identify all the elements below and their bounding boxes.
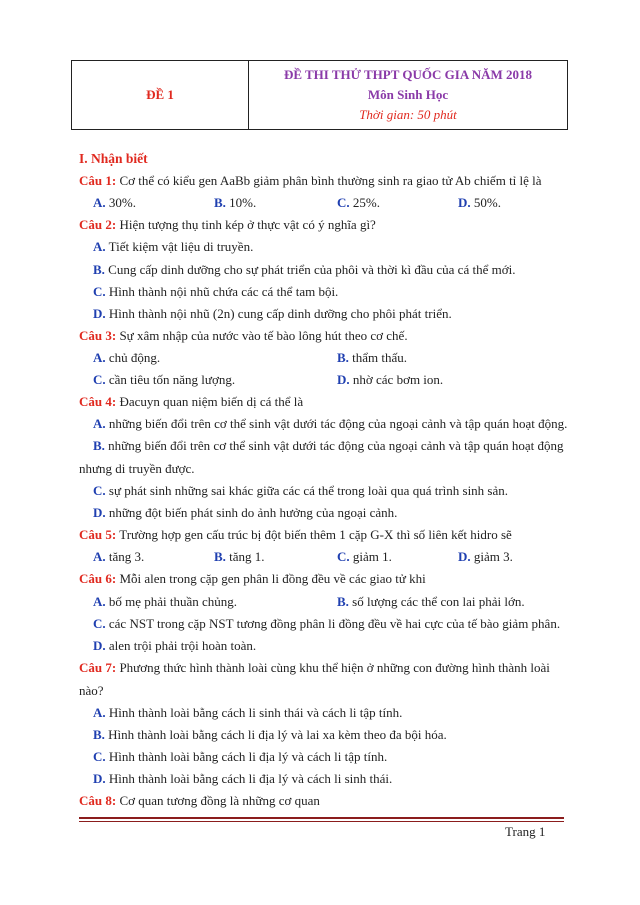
option-d: D. Hình thành loài bằng cách li địa lý và cách li sinh thái. — [93, 771, 393, 786]
question-7 — [79, 660, 550, 676]
option-a: A. tăng 3. — [93, 549, 145, 564]
question-5 — [79, 527, 512, 543]
option-a: A. Hình thành loài bằng cách li sinh thái và cách li tập tính. — [93, 705, 403, 720]
section-title: I. Nhận biết — [79, 151, 148, 166]
question-text: Cơ quan tương đồng là những cơ quan — [119, 793, 320, 808]
question-number: Câu 1: — [79, 173, 117, 188]
question-text: Đacuyn quan niệm biến dị cá thể là — [119, 394, 304, 409]
option-a: A. chủ động. — [93, 350, 161, 365]
option-b: B. Hình thành loài bằng cách li địa lý và lai xa kèm theo đa bội hóa. — [93, 727, 447, 742]
option-c: C. Hình thành loài bằng cách li địa lý và cách li tập tính. — [93, 749, 388, 764]
question-number: Câu 7: — [79, 660, 117, 675]
exam-subject: Môn Sinh Học — [367, 87, 449, 102]
question-number: Câu 3: — [79, 328, 117, 343]
footer-rule — [79, 817, 564, 819]
question-number: Câu 8: — [79, 793, 117, 808]
question-8 — [79, 793, 320, 809]
question-text: Cơ thể có kiểu gen AaBb giảm phân bình thường sinh ra giao tử Ab chiếm tỉ lệ là — [119, 173, 542, 188]
option-b: B. những biến đổi trên cơ thể sinh vật dưới tác động của ngoại cảnh và tập quán hoạt động — [93, 438, 564, 453]
option-d: D. alen trội phải trội hoàn toàn. — [93, 638, 257, 653]
question-7-continuation: nào? — [79, 683, 104, 698]
question-2 — [79, 217, 376, 233]
question-text: Hiện tượng thụ tinh kép ở thực vật có ý nghĩa gì? — [119, 217, 376, 232]
question-number: Câu 5: — [79, 527, 117, 542]
option-b: B. Cung cấp dinh dưỡng cho sự phát triển của phôi và thời kì đầu của cá thể mới. — [93, 262, 516, 277]
option-b-continuation: nhưng di truyền được. — [79, 461, 195, 476]
option-d: D. nhờ các bơm ion. — [337, 372, 444, 387]
option-d: D. Hình thành nội nhũ (2n) cung cấp dinh dưỡng cho phôi phát triển. — [93, 306, 452, 321]
option-a: A. Tiết kiệm vật liệu di truyền. — [93, 239, 254, 254]
question-text: Sự xâm nhập của nước vào tế bào lông hút theo cơ chế. — [119, 328, 408, 343]
footer-rule-thin — [79, 821, 564, 822]
option-a: A. những biến đổi trên cơ thể sinh vật dưới tác động của ngoại cảnh và tập quán hoạt động. — [93, 416, 568, 431]
option-c: C. 25%. — [337, 195, 380, 210]
option-a: A. bố mẹ phải thuần chủng. — [93, 594, 238, 609]
question-text: Trường hợp gen cấu trúc bị đột biến thêm 1 cặp G-X thì số liên kết hidro sẽ — [119, 527, 512, 542]
option-c: C. cần tiêu tốn năng lượng. — [93, 372, 236, 387]
question-number: Câu 6: — [79, 571, 117, 586]
option-b: B. 10%. — [214, 195, 257, 210]
question-text: Phương thức hình thành loài cùng khu thể hiện ở những con đường hình thành loài — [119, 660, 550, 675]
option-d: D. những đột biến phát sinh do ảnh hưởng của ngoại cảnh. — [93, 505, 398, 520]
option-b: B. tăng 1. — [214, 549, 265, 564]
option-b: B. số lượng các thể con lai phải lớn. — [337, 594, 525, 609]
option-c: C. các NST trong cặp NST tương đồng phân li đồng đều về hai cực của tế bào giảm phân. — [93, 616, 561, 631]
question-6 — [79, 571, 426, 587]
question-1 — [79, 173, 542, 189]
exam-duration: Thời gian: 50 phút — [359, 107, 457, 122]
question-3 — [79, 328, 408, 344]
exam-code: ĐỀ 1 — [72, 61, 249, 129]
question-number: Câu 2: — [79, 217, 117, 232]
option-a: A. 30%. — [93, 195, 136, 210]
exam-title: ĐỀ THI THỬ THPT QUỐC GIA NĂM 2018 — [283, 67, 533, 82]
page-number: Trang 1 — [505, 824, 546, 839]
exam-info — [249, 61, 567, 129]
option-c: C. giảm 1. — [337, 549, 392, 564]
option-c: C. sự phát sinh những sai khác giữa các cá thể trong loài qua quá trình sinh sản. — [93, 483, 509, 498]
option-d: D. 50%. — [458, 195, 501, 210]
question-text: Mỗi alen trong cặp gen phân li đồng đều về các giao tử khi — [119, 571, 426, 586]
question-4 — [79, 394, 303, 410]
option-d: D. giảm 3. — [458, 549, 513, 564]
exam-header-table — [71, 60, 568, 130]
question-number: Câu 4: — [79, 394, 117, 409]
option-b: B. thẩm thấu. — [337, 350, 408, 365]
option-c: C. Hình thành nội nhũ chứa các cá thể tam bội. — [93, 284, 339, 299]
